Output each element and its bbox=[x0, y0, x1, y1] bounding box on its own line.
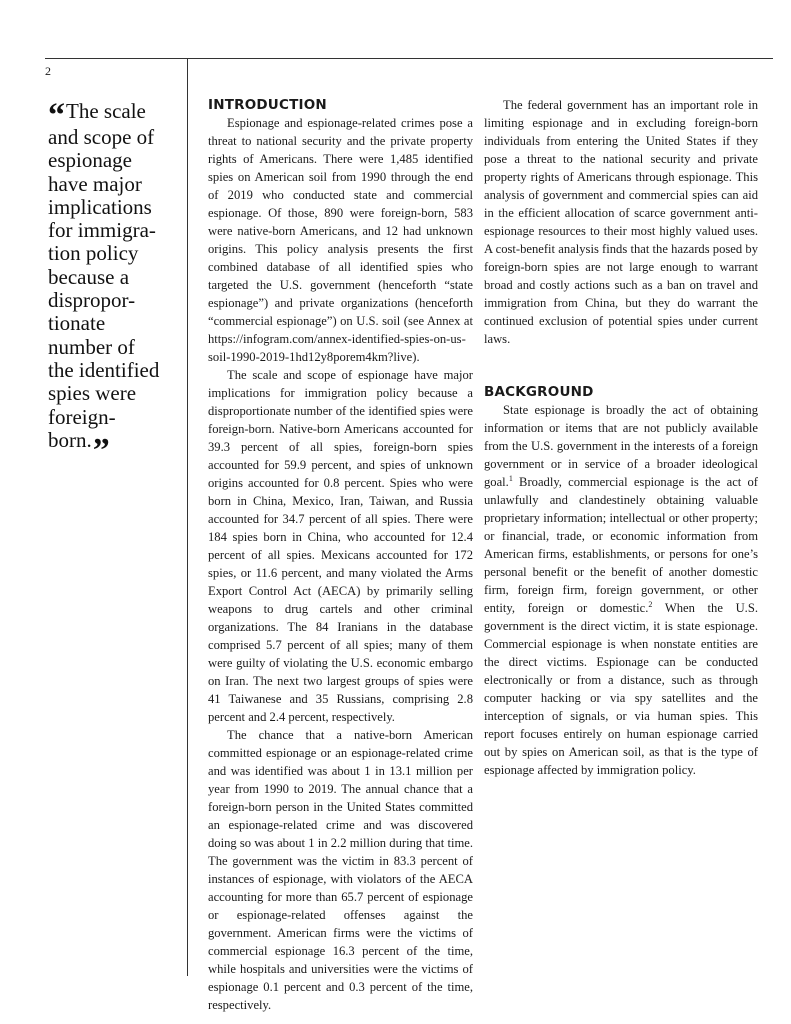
pull-quote-line: born. bbox=[48, 427, 92, 452]
header-rule bbox=[45, 58, 773, 59]
pull-quote-line: number of bbox=[48, 334, 135, 359]
column-right bbox=[484, 96, 758, 779]
column-left bbox=[208, 96, 473, 1012]
column-divider bbox=[187, 58, 188, 976]
pull-quote-line: and scope of bbox=[48, 125, 155, 149]
background-paragraph: State espionage is broadly the act of obtaining information or items that are not publicly available from the U.S. government in the interests of a foreign government or in service of a broader ideological goal.$^1$ Broadly, commercial espionage is the act of unlawfully and clandestinely obtaining valuable proprietary information; intellectual or other property; or financial, trade, or economic information from American firms, establishments, or persons for one’s personal benefit or the benefit of another domestic firm, foreign firm, foreign government, or other entity, foreign or domestic.$^2$ When the U.S. government is the direct victim, it is state espionage. Commercial espionage is when nonstate entities are the direct victims. Espionage can be conducted electronically or from a distance, such as through computer hacking or via spy satellites and the interception of signals, or via human spies. This report focuses entirely on human espionage carried out by spies on American soil, as that is the type of espionage affected by immigration policy. bbox=[484, 403, 758, 777]
page-number: 2 bbox=[45, 64, 51, 78]
background-heading: BACKGROUND bbox=[484, 384, 594, 400]
pull-quote-line: have major bbox=[48, 171, 142, 196]
open-quote-mark: “ bbox=[48, 97, 65, 134]
intro-paragraph: The federal government has an important role in limiting espionage and in excluding foreign-born individuals from entering the United States if they pose a threat to the national security and private property rights of Americans through espionage. This analysis of government and commercial spies can aid in the efficient allocation of scarce government anti-espionage resources to their most highly valued uses. A cost-benefit analysis finds that the hazards posed by foreign-born spies are not large enough to warrant broad and costly actions such as a ban on travel and immigration from China, but they do warrant the continued exclusion of potential spies under current laws. bbox=[484, 98, 758, 346]
pull-quote-line: espionage bbox=[48, 148, 132, 173]
intro-paragraph: The chance that a native-born American committed espionage or an espionage-related crime and was identified was about 1 in 13.1 million per year from 1990 to 2019. The annual chance that a foreign-born person in the United States committed an espionage-related crime and was discovered doing so was about 1 in 2.2 million during that time. The government was the victim in 83.3 percent of instances of espionage, with violators of the AECA accounting for more than 65.7 percent of espionage or espionage-related offenses against the government. American firms were the victims of commercial espionage 16.3 percent of the time, while hospitals and universities were the victims of espionage 0.1 percent and 0.3 percent of the time, respectively. bbox=[208, 728, 473, 1012]
intro-paragraph: The scale and scope of espionage have major implications for immigration policy because a disproportionate number of the identified spies were foreign-born. Native-born Americans accounted for 39.3 percent of all spies, foreign-born spies accounted for 59.9 percent, and spies of unknown origins accounted for 0.8 percent. Spies who were born in China, Mexico, Iran, Taiwan, and Russia accounted for 34.7 percent of all spies. There were 184 spies born in China, who accounted for 12.4 percent of all spies. Mexicans accounted for 172 spies, or 11.6 percent, and many violated the Arms Export Control Act (AECA) by primarily selling weapons to drug cartels and other criminal organizations. The 84 Iranians in the database comprised 5.7 percent of all spies; many of them were guilty of violating the U.S. economic embargo on Iran. The next two largest groups of spies were 41 Taiwanese and 35 Russians, comprising 2.8 percent and 2.4 percent, respectively. bbox=[208, 368, 473, 724]
close-quote-mark: ” bbox=[92, 431, 110, 469]
pull-quote-line: tionate bbox=[48, 311, 106, 336]
footnote-ref[interactable]: 1 bbox=[508, 473, 513, 483]
pull-quote-line: spies were bbox=[48, 381, 137, 406]
pull-quote-line: the identified bbox=[48, 357, 160, 382]
introduction-heading: INTRODUCTION bbox=[208, 97, 327, 113]
pull-quote-line: dispropor- bbox=[48, 288, 136, 313]
pull-quote-line: tion policy bbox=[48, 241, 139, 266]
intro-paragraph: Espionage and espionage-related crimes pose a threat to national security and the private property rights of Americans. There were 1,485 identified spies on American soil from 1990 through the end of 2019 who conducted state and commercial espionage. Of those, 890 were foreign-born, 583 were native-born Americans, and 12 had unknown origins. This policy analysis presents the first combined database of all identified spies who targeted the U.S. government (henceforth “state espionage”) and private organizations (henceforth “commercial espionage”) on U.S. soil (see Annex at https://infogram.com/annex-identified-spies-on-us-soil-1990-2019-1hd12y8porem4km?live). bbox=[208, 116, 473, 364]
pull-quote-line: implications bbox=[48, 194, 152, 219]
pull-quote-line: The scale bbox=[66, 99, 146, 123]
pull-quote-line: foreign- bbox=[48, 404, 116, 429]
pull-quote-line: because a bbox=[48, 264, 130, 289]
footnote-ref[interactable]: 2 bbox=[648, 599, 653, 609]
pull-quote-line: for immigra- bbox=[48, 218, 156, 243]
pull-quote bbox=[48, 97, 184, 469]
